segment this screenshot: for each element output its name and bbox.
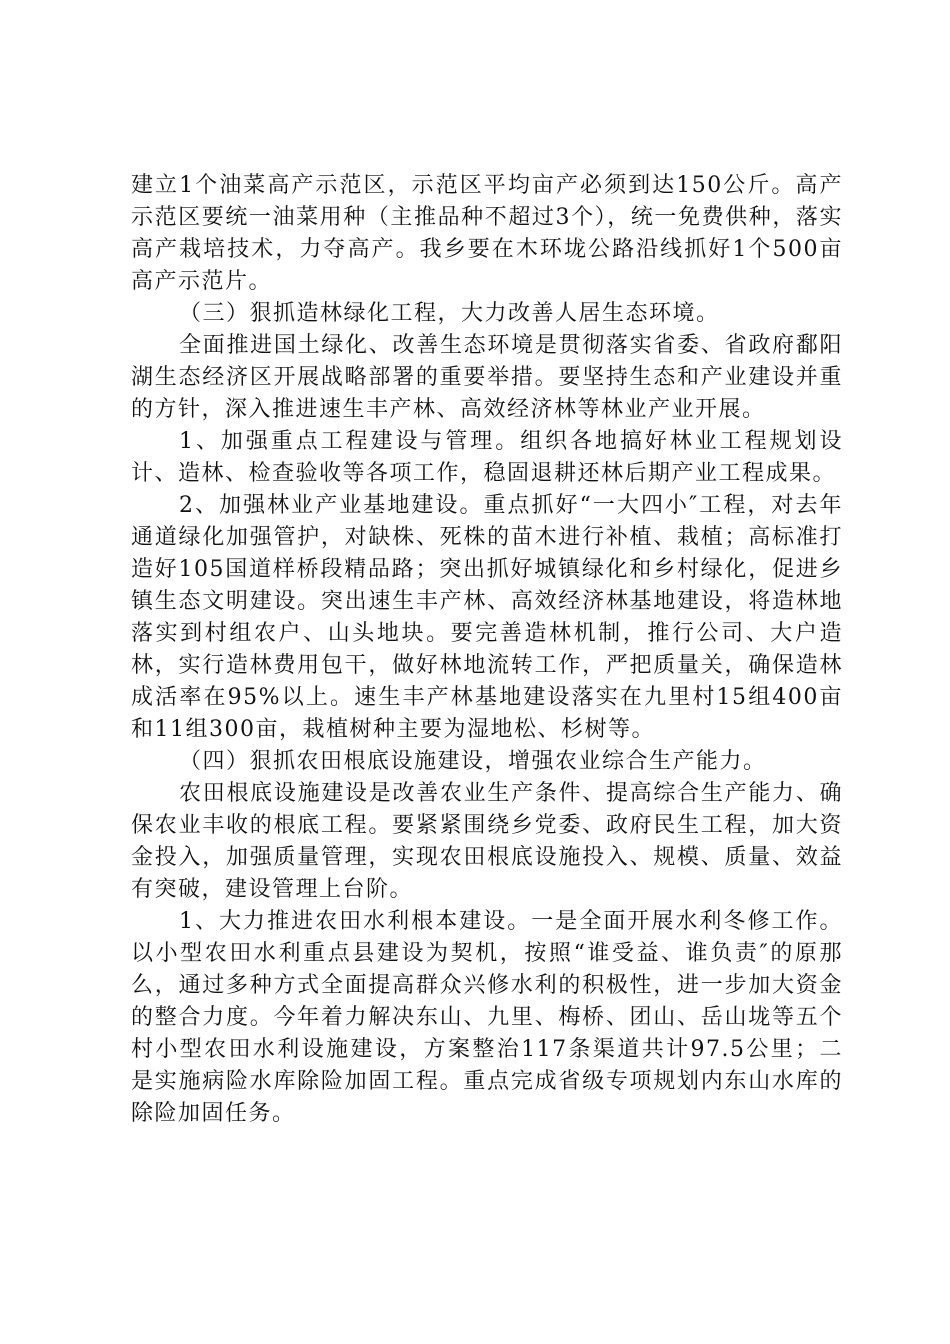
paragraph-forestry-base: 2、加强林业产业基地建设。重点抓好“一大四小″工程，对去年通道绿化加强管护，对缺株、死株的苗木进行补植、栽植；高标准打造好105国道样桥段精品路；突出抓好城镇绿化和乡村绿化，促进乡镇生态文明建设。突出速生丰产林、高效经济林基地建设，将造林地落实到村组农户、山头地块。要完善造林机制，推行公司、大户造林，实行造林费用包干，做好林地流转工作，严把质量关，确保造林成活率在95%以上。速生丰产林基地建设落实在九里村15组400亩和11组300亩，栽植树种主要为湿地松、杉树等。 xyxy=(131,493,843,742)
paragraph-oilseed-demo: 建立1个油菜高产示范区，示范区平均亩产必须到达150公斤。高产示范区要统一油菜用种（主推品种不超过3个），统一免费供种，落实高产栽培技术，力夺高产。我乡要在木环垅公路沿线抓好1个500亩高产示范片。 xyxy=(131,173,843,294)
document-page xyxy=(131,170,843,1130)
paragraph-greening-overview: 全面推进国土绿化、改善生态环境是贯彻落实省委、省政府鄱阳湖生态经济区开展战略部署的重要举措。要坚持生态和产业建设并重的方针，深入推进速生丰产林、高效经济林等林业产业开展。 xyxy=(131,333,843,422)
section-heading-farmland-infrastructure: （四）狠抓农田根底设施建设，增强农业综合生产能力。 xyxy=(179,749,767,774)
paragraph-water-conservancy: 1、大力推进农田水利根本建设。一是全面开展水利冬修工作。以小型农田水利重点县建设为契机，按照“谁受益、谁负责″的原那么，通过多种方式全面提高群众兴修水利的积极性，进一步加大资金的整合力度。今年着力解决东山、九里、梅桥、团山、岳山垅等五个村小型农田水利设施建设，方案整治117条渠道共计97.5公里；二是实施病险水库除险加固工程。重点完成省级专项规划内东山水库的除险加固任务。 xyxy=(131,909,843,1126)
section-heading-afforestation: （三）狠抓造林绿化工程，大力改善人居生态环境。 xyxy=(179,301,720,326)
paragraph-farmland-overview: 农田根底设施建设是改善农业生产条件、提高综合生产能力、确保农业丰收的根底工程。要紧紧围绕乡党委、政府民生工程，加大资金投入，加强质量管理，实现农田根底设施投入、规模、质量、效益有突破，建设管理上台阶。 xyxy=(131,781,843,902)
paragraph-key-projects: 1、加强重点工程建设与管理。组织各地搞好林业工程规划设计、造林、检查验收等各项工作，稳固退耕还林后期产业工程成果。 xyxy=(131,429,843,486)
